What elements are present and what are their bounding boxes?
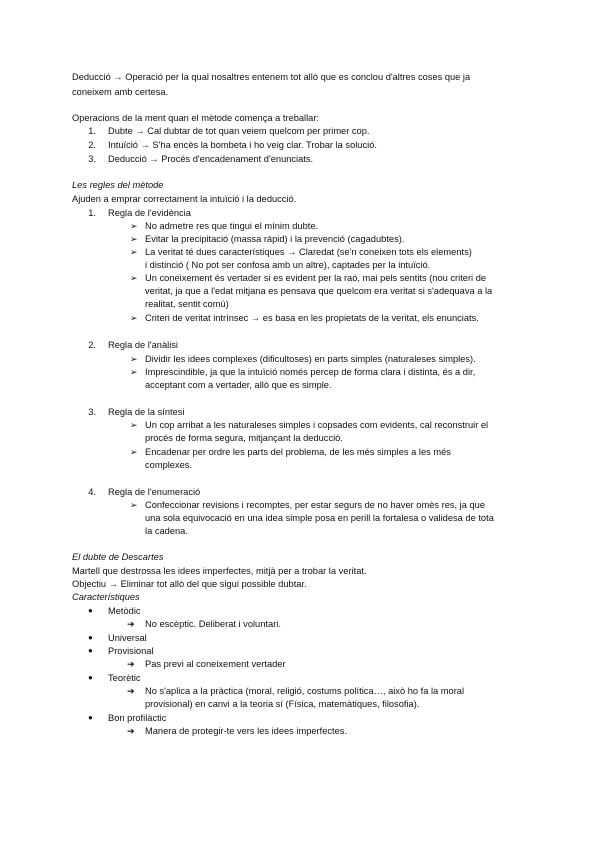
characteristic-universal: Universal [108, 633, 147, 643]
rule1-bullet-1: No admetre res que tingui el mínim dubte. [145, 221, 319, 231]
bullet-icon: ● [88, 646, 93, 655]
subheading-caracteristiques: Característiques [72, 592, 140, 602]
rule1-bullet-2: Evitar la precipitació (massa ràpid) i la prevenció (cagadubtes). [145, 234, 405, 244]
regles-intro: Ajuden a emprar correctament la intuïció i la deducció. [72, 194, 297, 204]
chevron-bullet-icon: ➢ [130, 420, 138, 430]
arrow-bullet-icon: ➔ [127, 659, 135, 669]
rule1-bullet-3-line-2: i distinció ( No pot ser confosa amb un altre), captades per la intuïció. [145, 260, 431, 270]
characteristic-teoretic-detail-line-1: No s'aplica a la pràctica (moral, religió, costums política…, això ho fa la moral [145, 686, 465, 696]
operation-item-dubte: Dubte → Cal dubtar de tot quan veiem quelcom per primer cop. [108, 126, 370, 136]
section-heading-regles: Les regles del mètode [72, 180, 164, 190]
list-number: 4. [88, 487, 96, 497]
section-heading-dubte: El dubte de Descartes [72, 552, 164, 562]
arrow-bullet-icon: ➔ [127, 619, 135, 629]
chevron-bullet-icon: ➢ [130, 273, 138, 283]
bullet-icon: ● [88, 606, 93, 615]
dubte-line-2: Objectiu → Eliminar tot allò del que sigui possible dubtar. [72, 579, 307, 589]
rule2-bullet-2-line-2: acceptant com a vertader, allò que es simple. [145, 380, 332, 390]
chevron-bullet-icon: ➢ [130, 234, 138, 244]
characteristic-teoretic-detail-line-2: provisional) en canvi a la teoria sí (Física, matemàtiques, filosofia). [145, 699, 420, 709]
rule-title-analisi: Regla de l'anàlisi [108, 340, 178, 350]
list-number: 1. [88, 126, 96, 136]
chevron-bullet-icon: ➢ [130, 313, 138, 323]
bullet-icon: ● [88, 633, 93, 642]
deduccio-definition-line-2: coneixem amb certesa. [72, 87, 169, 97]
characteristic-provisional: Provisional [108, 646, 154, 656]
rule-title-sintesi: Regla de la síntesi [108, 407, 185, 417]
rule4-bullet-1-line-2: una sola equivocació en una idea simple posa en perill la fortalesa o validesa de tota [145, 513, 494, 523]
rule4-bullet-1-line-1: Confeccionar revisions i recomptes, per estar segurs de no haver omès res, ja que [145, 500, 486, 510]
list-number: 2. [88, 340, 96, 350]
arrow-bullet-icon: ➔ [127, 686, 135, 696]
rule1-bullet-5: Criteri de veritat intrínsec → es basa en les propietats de la veritat, els enunciats. [145, 313, 479, 323]
operation-item-intuicio: Intuïció → S'ha encès la bombeta i ho veig clar. Trobar la solució. [108, 140, 377, 150]
bullet-icon: ● [88, 713, 93, 722]
operation-item-deduccio: Deducció → Procés d'encadenament d'enunciats. [108, 154, 314, 164]
rule2-bullet-1: Dividir les idees complexes (dificultoses) en parts simples (naturaleses simples). [145, 354, 476, 364]
characteristic-metodic-detail: No escèptic. Deliberat i voluntari. [145, 619, 281, 629]
characteristic-metodic: Metòdic [108, 606, 141, 616]
chevron-bullet-icon: ➢ [130, 354, 138, 364]
bullet-icon: ● [88, 673, 93, 682]
characteristic-bon-profilactic-detail: Manera de protegir-te vers les idees imperfectes. [145, 726, 348, 736]
rule-title-enumeracio: Regla de l'enumeració [108, 487, 201, 497]
list-number: 1. [88, 208, 96, 218]
rule1-bullet-4-line-3: realitat, sentit comú) [145, 299, 229, 309]
chevron-bullet-icon: ➢ [130, 221, 138, 231]
rule1-bullet-4-line-2: veritat, ja que a l'edat mitjana es pensava que quelcom era veritat si s'adequava a la [145, 286, 493, 296]
chevron-bullet-icon: ➢ [130, 500, 138, 510]
chevron-bullet-icon: ➢ [130, 447, 138, 457]
rule2-bullet-2-line-1: Imprescindible, ja que la intuïció només percep de forma clara i distinta, és a dir, [145, 367, 476, 377]
deduccio-definition-line-1: Deducció → Operació per la qual nosaltres entenem tot allò que es conclou d'altres coses que ja [72, 72, 471, 82]
rule3-bullet-2-line-2: complexes. [145, 460, 193, 470]
arrow-bullet-icon: ➔ [127, 726, 135, 736]
rule1-bullet-3-line-1: La veritat té dues característiques → Claredat (se'n coneixen tots els elements) [145, 247, 472, 257]
rule3-bullet-1-line-1: Un cop arribat a les naturaleses simples i copsades com evidents, cal reconstruir el [145, 420, 489, 430]
rule1-bullet-4-line-1: Un coneixement és vertader si es evident per la raó, mai pels sentits (nou criteri de [145, 273, 487, 283]
chevron-bullet-icon: ➢ [130, 247, 138, 257]
list-number: 2. [88, 140, 96, 150]
list-number: 3. [88, 154, 96, 164]
list-number: 3. [88, 407, 96, 417]
characteristic-provisional-detail: Pas previ al coneixement vertader [145, 659, 286, 669]
operations-intro: Operacions de la ment quan el mètode comença a treballar: [72, 113, 320, 123]
dubte-line-1: Martell que destrossa les idees imperfectes, mitjà per a trobar la veritat. [72, 566, 367, 576]
rule4-bullet-1-line-3: la cadena. [145, 526, 188, 536]
rule-title-evidencia: Regla de l'evidència [108, 208, 191, 218]
rule3-bullet-2-line-1: Encadenar per ordre les parts del problema, de les més simples a les més [145, 447, 451, 457]
rule3-bullet-1-line-2: procés de forma segura, mitjançant la deducció. [145, 433, 343, 443]
characteristic-teoretic: Teorètic [108, 673, 141, 683]
characteristic-bon-profilactic: Bon profilàctic [108, 713, 167, 723]
chevron-bullet-icon: ➢ [130, 367, 138, 377]
